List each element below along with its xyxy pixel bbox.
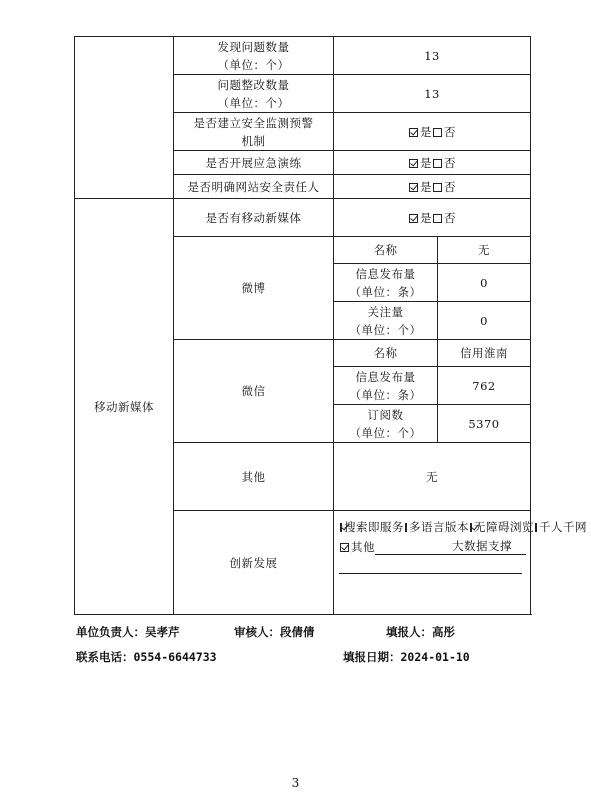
responsible-choice: 是 否 bbox=[334, 175, 531, 199]
weibo-publish-value: 0 bbox=[438, 264, 531, 302]
responsible-label: 是否明确网站安全责任人 bbox=[174, 175, 334, 199]
wechat-name-label: 名称 bbox=[334, 340, 438, 367]
weibo-name-value: 无 bbox=[438, 237, 531, 264]
weibo-publish-label: 信息发布量 （单位：条） bbox=[334, 264, 438, 302]
innovation-label: 创新发展 bbox=[174, 511, 334, 615]
mobile-section-label: 移动新媒体 bbox=[75, 199, 174, 615]
no-checkbox[interactable] bbox=[433, 128, 442, 137]
other-media-label: 其他 bbox=[174, 443, 334, 511]
multilingual-checkbox[interactable] bbox=[405, 523, 407, 532]
yes-checkbox[interactable] bbox=[409, 128, 418, 137]
unit-head: 单位负责人：吴孝芹 bbox=[76, 625, 180, 639]
drill-label: 是否开展应急演练 bbox=[174, 151, 334, 175]
wechat-name-value: 信用淮南 bbox=[438, 340, 531, 367]
accessibility-label: 无障碍浏览 bbox=[474, 520, 534, 534]
other-innovation-label: 其他 bbox=[351, 540, 375, 554]
wechat-label: 微信 bbox=[174, 340, 334, 443]
other-innovation-checkbox[interactable] bbox=[340, 543, 349, 552]
reviewer: 审核人：段倩倩 bbox=[234, 625, 315, 639]
yes-checkbox[interactable] bbox=[409, 214, 418, 223]
weibo-label: 微博 bbox=[174, 237, 334, 340]
weibo-follow-label: 关注量 （单位：个） bbox=[334, 302, 438, 340]
has-mobile-choice: 是 否 bbox=[334, 199, 531, 237]
fill-date: 填报日期：2024-01-10 bbox=[343, 650, 470, 664]
wechat-subscribe-label: 订阅数 （单位：个） bbox=[334, 405, 438, 443]
report-table bbox=[74, 36, 587, 615]
page-number: 3 bbox=[291, 776, 300, 790]
security-section-cell bbox=[75, 37, 174, 199]
yes-checkbox[interactable] bbox=[409, 183, 418, 192]
accessibility-checkbox[interactable] bbox=[470, 523, 472, 532]
search-service-checkbox[interactable] bbox=[340, 523, 342, 532]
innovation-options bbox=[334, 511, 587, 615]
monitor-choice: 是 否 bbox=[334, 113, 531, 151]
no-checkbox[interactable] bbox=[433, 159, 442, 168]
wechat-publish-value: 762 bbox=[438, 367, 531, 405]
yes-checkbox[interactable] bbox=[409, 159, 418, 168]
issues-found-label: 发现问题数量 （单位：个） bbox=[174, 37, 334, 75]
other-innovation-value: 大数据支撑 bbox=[375, 539, 526, 555]
search-service-label: 搜索即服务 bbox=[344, 520, 404, 534]
issues-fixed-label: 问题整改数量 （单位：个） bbox=[174, 75, 334, 113]
blank-underline bbox=[339, 557, 522, 574]
monitor-label: 是否建立安全监测预警 机制 bbox=[174, 113, 334, 151]
issues-fixed-value: 13 bbox=[334, 75, 531, 113]
filler: 填报人：高彤 bbox=[386, 625, 455, 639]
weibo-name-label: 名称 bbox=[334, 237, 438, 264]
multilingual-label: 多语言版本 bbox=[409, 520, 469, 534]
thousand-faces-label: 千人千网 bbox=[539, 520, 587, 534]
contact-phone: 联系电话：0554-6644733 bbox=[76, 650, 217, 664]
weibo-follow-value: 0 bbox=[438, 302, 531, 340]
thousand-faces-checkbox[interactable] bbox=[535, 523, 537, 532]
other-media-value: 无 bbox=[334, 443, 531, 511]
wechat-publish-label: 信息发布量 （单位：条） bbox=[334, 367, 438, 405]
no-checkbox[interactable] bbox=[433, 214, 442, 223]
has-mobile-label: 是否有移动新媒体 bbox=[174, 199, 334, 237]
drill-choice: 是 否 bbox=[334, 151, 531, 175]
no-checkbox[interactable] bbox=[433, 183, 442, 192]
issues-found-value: 13 bbox=[334, 37, 531, 75]
wechat-subscribe-value: 5370 bbox=[438, 405, 531, 443]
